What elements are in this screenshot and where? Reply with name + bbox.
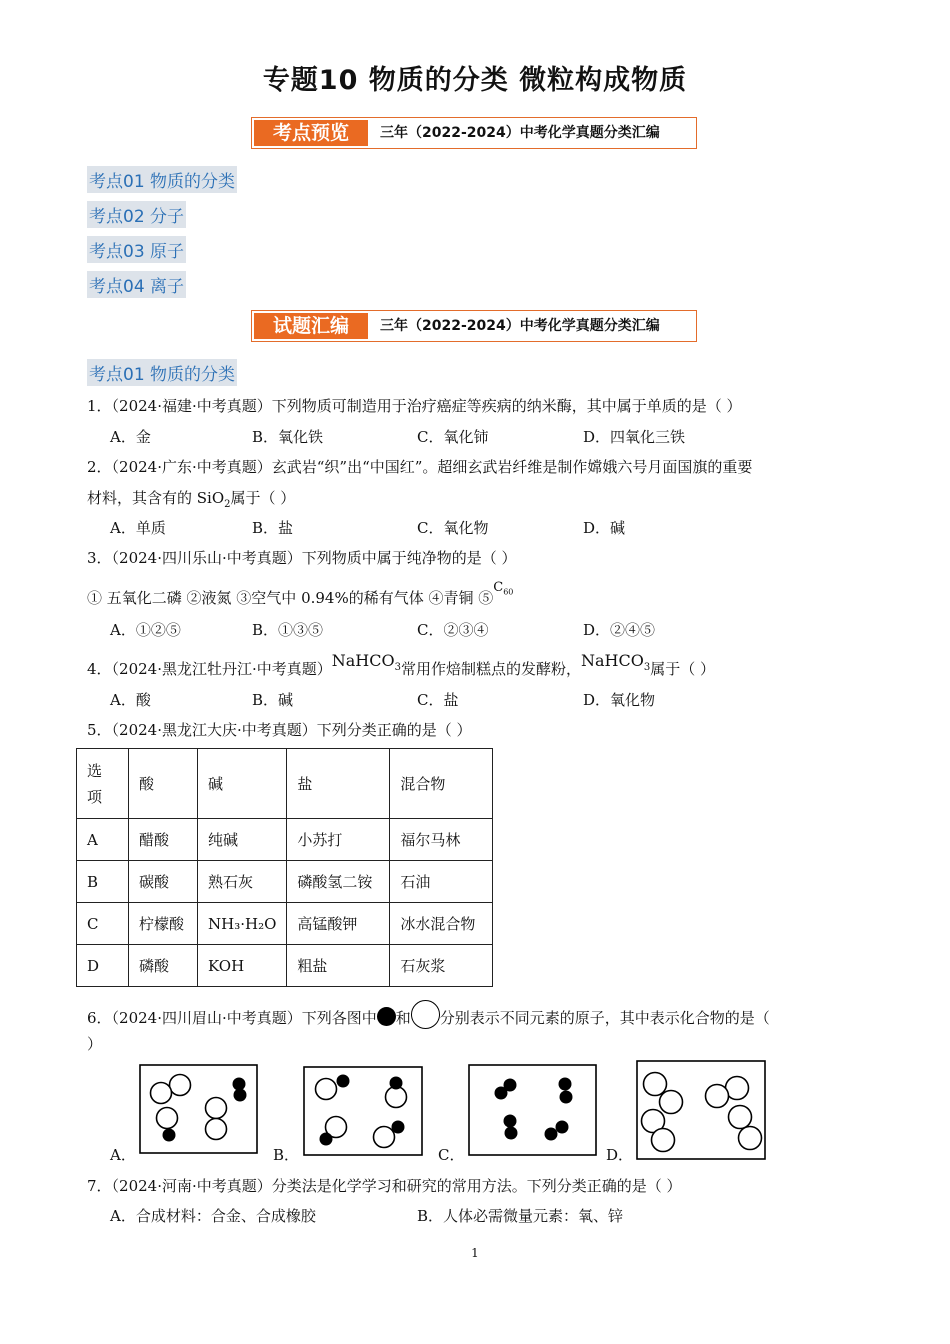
table-row: [77, 819, 493, 861]
question-stem: 6．（2024·四川眉山·中考真题）下列各图中 和 分别表示不同元素的原子，其中表示化合物的是（: [87, 1000, 770, 1029]
white-atom: [660, 1091, 683, 1114]
option: C．氧化物: [417, 519, 489, 537]
white-atom: [170, 1075, 191, 1096]
table-row: [77, 903, 493, 945]
option: D．碱: [583, 519, 626, 537]
table-cell: 磷酸氢二铵: [287, 861, 390, 903]
option: D．四氧化三铁: [583, 428, 686, 446]
option: A．金: [110, 428, 151, 446]
page-title: 专题10 物质的分类 微粒构成物质: [262, 65, 688, 96]
white-atom: [316, 1079, 337, 1100]
question-stem: 5．（2024·黑龙江大庆·中考真题）下列分类正确的是（ ）: [87, 721, 472, 739]
option: B．人体必需微量元素：氧、锌: [417, 1207, 624, 1225]
table-cell: 纯碱: [198, 819, 287, 861]
toc-item[interactable]: 考点04 离子: [87, 271, 186, 298]
question-items: ① 五氧化二磷 ②液氮 ③空气中 0.94%的稀有气体 ④青铜 $⑤C_{60}$: [87, 580, 514, 607]
option: D．氧化物: [583, 691, 656, 709]
table-cell: B: [77, 861, 129, 903]
option-label: C．: [438, 1146, 465, 1164]
table-cell: 熟石灰: [198, 861, 287, 903]
table-header-cell: 盐: [287, 749, 390, 819]
white-atom: [374, 1127, 395, 1148]
table-cell: 碳酸: [129, 861, 198, 903]
black-atom: [560, 1091, 573, 1104]
section-heading: 考点01 物质的分类: [87, 359, 237, 386]
question-stem-cont: ）: [87, 1035, 103, 1053]
black-atom: [505, 1127, 518, 1140]
white-atom: [706, 1085, 729, 1108]
black-atom: [320, 1133, 333, 1146]
question-stem: 7．（2024·河南·中考真题）分类法是化学学习和研究的常用方法。下列分类正确的是（ ）: [87, 1177, 682, 1195]
option: C．氧化铈: [417, 428, 489, 446]
black-atom: [392, 1121, 405, 1134]
black-atom: [545, 1128, 558, 1141]
white-atom: [729, 1106, 752, 1129]
black-atom: [234, 1089, 247, 1102]
question-stem: 1．（2024·福建·中考真题）下列物质可制造用于治疗癌症等疾病的纳米酶，其中属于单质的是（ ）: [87, 397, 742, 415]
table-cell: 磷酸: [129, 945, 198, 987]
question-stem-cont: 材料，其含有的 SiO$_2$属于（ ）: [87, 489, 296, 510]
option: B．氧化铁: [252, 428, 324, 446]
question-stem: 3．（2024·四川乐山·中考真题）下列物质中属于纯净物的是（ ）: [87, 549, 517, 567]
banner-tag: 试题汇编: [254, 313, 368, 339]
black-atom: [559, 1078, 572, 1091]
table-cell: 粗盐: [287, 945, 390, 987]
option: B．①③⑤: [252, 621, 324, 639]
black-atom: [556, 1121, 569, 1134]
black-atom: [504, 1115, 517, 1128]
table-cell: NH₃·H₂O: [198, 903, 287, 945]
toc-item[interactable]: 考点01 物质的分类: [87, 166, 237, 193]
option-label: D．: [606, 1146, 634, 1164]
table-cell: 醋酸: [129, 819, 198, 861]
black-atom: [163, 1129, 176, 1142]
option: C．盐: [417, 691, 459, 709]
page-number: 1: [471, 1246, 479, 1260]
classification-table: [76, 748, 493, 987]
white-atom: [386, 1087, 407, 1108]
table-header-cell: 酸: [129, 749, 198, 819]
white-atom: [206, 1098, 227, 1119]
banner-subtitle: 三年（2022-2024）中考化学真题分类汇编: [380, 125, 660, 141]
option: C．②③④: [417, 621, 489, 639]
table-cell: D: [77, 945, 129, 987]
table-row: [77, 945, 493, 987]
table-header-cell: 选项: [77, 749, 129, 819]
option: A．单质: [110, 519, 166, 537]
table-cell: 冰水混合物: [390, 903, 493, 945]
question-stem: 2．（2024·广东·中考真题）玄武岩“织”出“中国红”。超细玄武岩纤维是制作嫦娥六号月面国旗的重要: [87, 458, 753, 476]
white-atom: [644, 1073, 667, 1096]
option: A．合成材料：合金、合成橡胶: [110, 1207, 316, 1225]
table-cell: 小苏打: [287, 819, 390, 861]
table-cell: C: [77, 903, 129, 945]
black-atom: [337, 1075, 350, 1088]
preview-banner: [251, 117, 697, 149]
question-stem: 4．（2024·黑龙江牡丹江·中考真题）NaHCO$_3$常用作焙制糕点的发酵粉，NaHCO$_3$属于（ ）: [87, 651, 716, 678]
table-cell: KOH: [198, 945, 287, 987]
table-header-cell: 碱: [198, 749, 287, 819]
option: B．碱: [252, 691, 294, 709]
option-c-box: [469, 1065, 596, 1155]
table-cell: 石灰浆: [390, 945, 493, 987]
white-atom: [739, 1127, 762, 1150]
banner-subtitle: 三年（2022-2024）中考化学真题分类汇编: [380, 318, 660, 334]
exercise-banner: [251, 310, 697, 342]
option: B．盐: [252, 519, 294, 537]
black-atom: [390, 1077, 403, 1090]
white-atom-icon: [411, 1000, 440, 1029]
black-atom-icon: [377, 1007, 396, 1026]
option-label: A．: [110, 1146, 136, 1164]
white-atom: [151, 1083, 172, 1104]
black-atom: [233, 1078, 246, 1091]
table-cell: 柠檬酸: [129, 903, 198, 945]
white-atom: [206, 1119, 227, 1140]
white-atom: [157, 1108, 178, 1129]
option-label: B．: [273, 1146, 300, 1164]
table-row: [77, 861, 493, 903]
toc-item[interactable]: 考点02 分子: [87, 201, 186, 228]
black-atom: [495, 1087, 508, 1100]
white-atom: [652, 1129, 675, 1152]
table-cell: A: [77, 819, 129, 861]
table-cell: 福尔马林: [390, 819, 493, 861]
option: A．①②⑤: [110, 621, 181, 639]
option: A．酸: [110, 691, 151, 709]
table-cell: 高锰酸钾: [287, 903, 390, 945]
banner-tag: 考点预览: [254, 120, 368, 146]
table-header-cell: 混合物: [390, 749, 493, 819]
table-cell: 石油: [390, 861, 493, 903]
option: D．②④⑤: [583, 621, 656, 639]
toc-item[interactable]: 考点03 原子: [87, 236, 186, 263]
